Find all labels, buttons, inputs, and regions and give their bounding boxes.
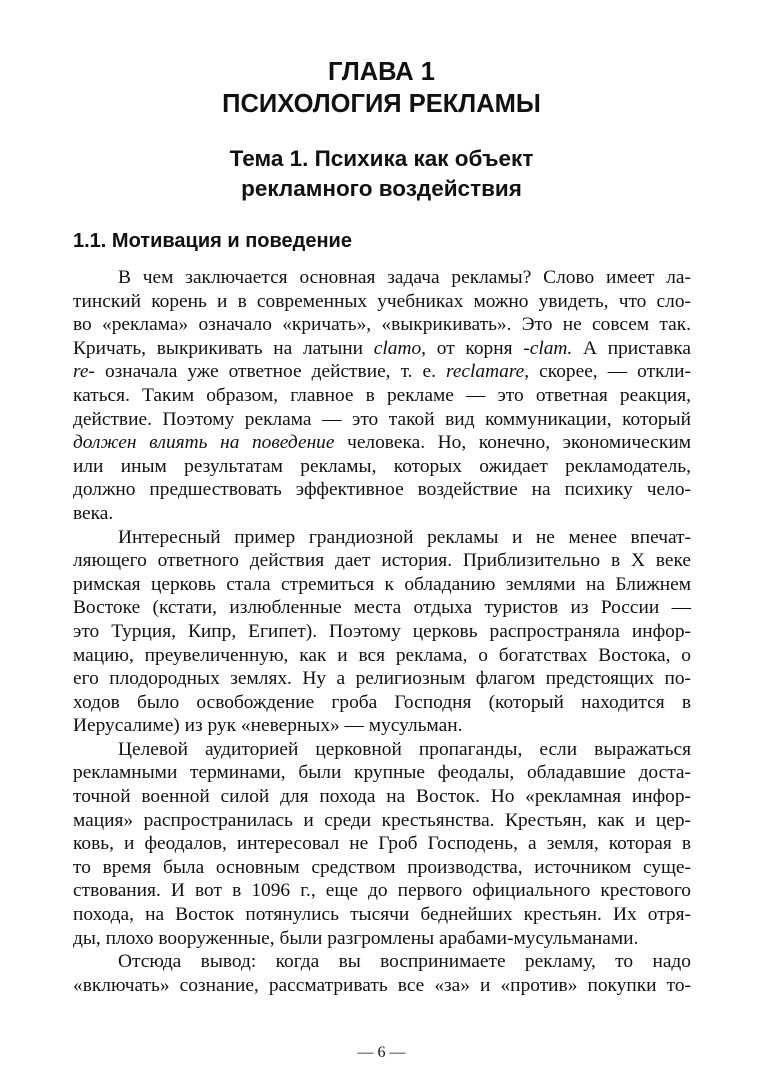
text-line: ствования. И вот в 1096 г., еще до первого официального крестового [73,880,691,902]
page-number: — 6 — [357,1044,406,1061]
text-line: точной военной силой для похода на Восток. Но «рекламная инфор- [73,786,691,808]
text-line: ды, плохо вооруженные, были разгромлены арабами-мусульманами. [73,927,639,949]
paragraph [73,950,691,997]
text-line: В чем заключается основная задача рекламы? Слово имеет ла- [118,267,691,288]
topic-line-1: Тема 1. Психика как объект [229,146,534,171]
section-heading: 1.1. Мотивация и поведение [73,230,352,252]
text-line: его плодородных землях. Ну а религиозным флагом предстоящих по- [73,668,691,690]
text-line: века. [73,502,114,524]
text-line: каться. Таким образом, главное в рекламе — это ответная реакция, [73,384,691,406]
text-line: тинский корень и в современных учебниках можно увидеть, что сло- [73,290,691,312]
text-line: римская церковь стала стремиться к обладанию землями на Ближнем [73,573,691,595]
text-line: мацию, преувеличенную, как и вся реклама, о богатствах Востока, о [73,644,691,666]
text-line: ковь, и феодалов, интересовал не Гроб Господень, а земля, которая в [73,833,691,855]
text-line: это Турция, Кипр, Египет). Поэтому церковь распространяла инфор- [73,620,691,642]
text-line: re- означала уже ответное действие, т. е. reclamare, скорее, — откли- [73,361,691,383]
text-line: Целевой аудиторией церковной пропаганды, если выражаться [118,738,691,760]
text-line: Иерусалиме) из рук «неверных» — мусульман. [73,715,463,737]
text-line: во «реклама» означало «кричать», «выкрикивать». Это не совсем так. [73,314,691,336]
text-line: или иным результатам рекламы, которых ожидает рекламодатель, [73,455,691,477]
text-line: рекламными терминами, были крупные феодалы, обладавшие доста- [73,762,691,784]
text-line: ляющего ответного действия дает история. Приблизительно в X веке [73,550,691,572]
text-line: мация» распространилась и среди крестьянства. Крестьян, как и цер- [73,809,691,831]
topic-heading [0,144,763,204]
paragraph [73,266,691,526]
chapter-name: ПСИХОЛОГИЯ РЕКЛАМЫ [222,90,541,118]
text-line: действие. Поэтому реклама — это такой вид коммуникации, который [73,408,691,430]
text-line: Востоке (кстати, излюбленные места отдыха туристов из России — [73,597,691,619]
chapter-heading [0,56,763,120]
text-line: похода, на Восток потянулись тысячи беднейших крестьян. Их отря- [73,904,691,926]
text-line: Отсюда вывод: когда вы воспринимаете рекламу, то надо [118,951,691,973]
paragraph [73,526,691,738]
chapter-number: ГЛАВА 1 [328,58,435,86]
body-text [73,266,691,997]
text-line: Интересный пример грандиозной рекламы и не менее впечат- [118,526,691,548]
text-line: ходов было освобождение гроба Господня (который находится в [73,691,691,713]
text-line: должно предшествовать эффективное воздействие на психику чело- [73,479,691,501]
text-line: должен влиять на поведение человека. Но, конечно, экономическим [73,432,691,454]
text-line: «включать» сознание, рассматривать все «за» и «против» покупки то- [73,974,691,996]
text-line: то время была основным средством производства, источником суще- [73,856,691,878]
topic-line-2: рекламного воздействия [241,176,522,201]
text-line: Кричать, выкрикивать на латыни clamo, от корня -clam. А приставка [73,337,691,359]
paragraph [73,738,691,950]
